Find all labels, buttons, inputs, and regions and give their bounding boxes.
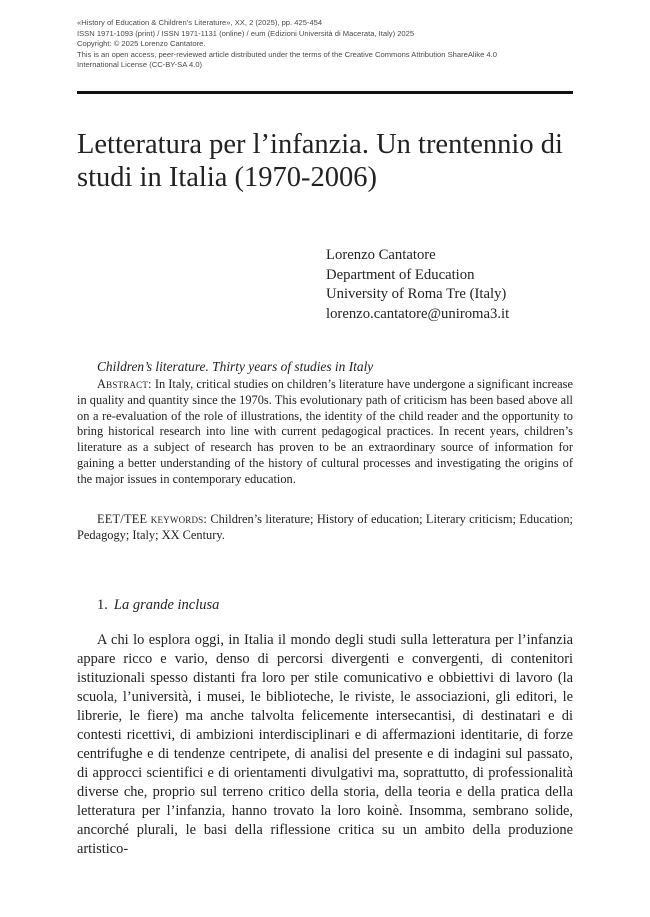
abstract-label: Abstract: (97, 377, 152, 391)
header-copyright-line: Copyright: © 2025 Lorenzo Cantatore. (77, 39, 206, 49)
author-email[interactable]: lorenzo.cantatore@uniroma3.it (326, 305, 510, 322)
keywords (77, 512, 573, 544)
author-name: Lorenzo Cantatore (326, 247, 436, 263)
journal-header (77, 18, 573, 71)
author-department: Department of Education (326, 266, 475, 283)
header-divider (77, 91, 573, 94)
section-title: La grande inclusa (113, 597, 220, 613)
keywords-label: EET/TEE keywords: (97, 512, 208, 526)
abstract-text: In Italy, critical studies on children’s literature have undergone a significant increase in quality and quantity since the 1970s. This evolutionary path of criticism has been based above all on a re-evaluation of the role of illustrations, the identity of the child reader and the opportunity to bring historical research into line with current pedagogical practices. In recent years, children’s literature as a subject of research has proven to be an extraordinary source of information for gaining a better understanding of the history of cultural processes and investigating the origins of the major issues in contemporary education. (77, 377, 573, 486)
section-number: 1. (97, 597, 108, 613)
section-heading (97, 597, 219, 614)
abstract-title: Children’s literature. Thirty years of studies in Italy (97, 359, 374, 374)
header-citation-line: «History of Education & Children’s Literature», XX, 2 (2025), pp. 425-454 (77, 18, 323, 27)
header-issn-line: ISSN 1971-1093 (print) / ISSN 1971-1131 (online) / eum (Edizioni Università di Macerata, Italy) 2025 (77, 28, 415, 38)
header-license-line-2: International License (CC-BY-SA 4.0) (77, 60, 203, 70)
author-block (326, 246, 509, 324)
author-university: University of Roma Tre (Italy) (326, 286, 507, 303)
abstract (77, 377, 573, 488)
body-text: A chi lo esplora oggi, in Italia il mondo degli studi sulla letteratura per l’infanzia appare ricco e vario, denso di percorsi divergenti e convergenti, di contenitori istituzionali spesso distanti fra loro per stile comunicativo e obbiettivi di lavoro (la scuola, l’università, i musei, le biblioteche, le riviste, le associazioni, gli editori, le librerie, le fiere) ma anche talvolta felicemente intersecantisi, di destinatari e di contesti ricettivi, di ambizioni interdisciplinari e di affermazioni identitarie, di forze centrifughe e di tendenze centripete, di analisi del presente e di indagini sul passato, di approcci scientifici e di orientamenti divulgativi ma, soprattutto, di professionalità diverse che, proprio sul terreno critico della storia, della teoria e della pratica della letteratura per l’infanzia, hanno trovato la loro koinè. Insomma, sembrano solide, ancorché plurali, le basi della riflessione critica su un ambito della produzione artistico- (77, 632, 573, 857)
header-license-line: This is an open access, peer-reviewed article distributed under the terms of the Creative Commons Attribution ShareAlike 4.0 (77, 49, 497, 59)
keywords-text: Children’s literature; History of education; Literary criticism; Education; Pedagogy; Italy; XX Century. (77, 512, 573, 542)
body-paragraph (77, 631, 573, 859)
article-title: Letteratura per l’infanzia. Un trentennio di studi in Italia (1970-2006) (77, 129, 563, 193)
